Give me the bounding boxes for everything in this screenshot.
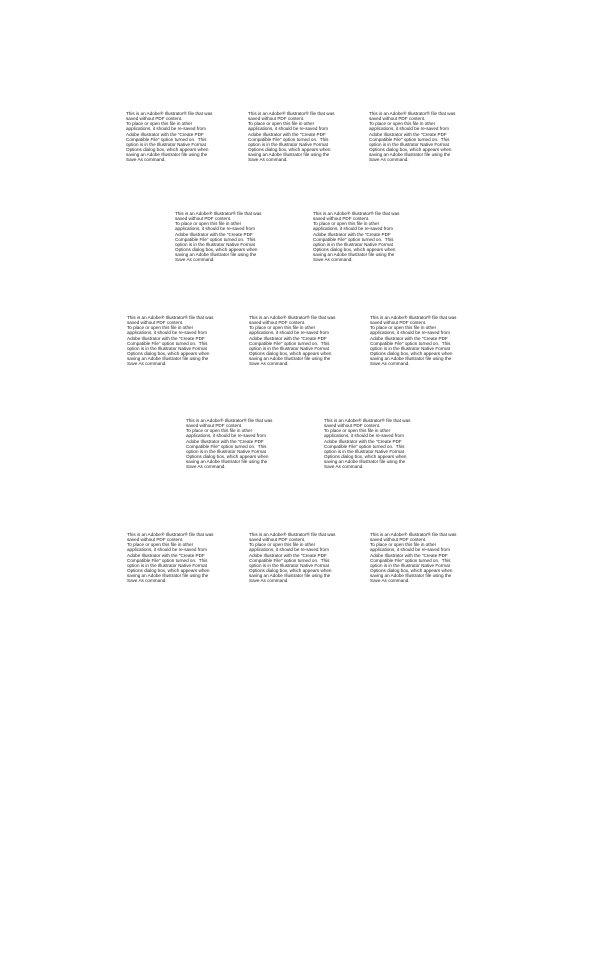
pdf-content-notice: This is an Adobe® Illustrator® file that was saved without PDF content. To place or open this file in other applications, it should be re-saved from Adobe Illustrator with the "Create PDF Compatible File" option turned on. This option is in the Illustrator Native Format Options dialog box, which appears when saving an Adobe Illustrator file using the Save As command. xyxy=(370,532,457,584)
pdf-content-notice: This is an Adobe® Illustrator® file that was saved without PDF content. To place or open this file in other applications, it should be re-saved from Adobe Illustrator with the "Create PDF Compatible File" option turned on. This option is in the Illustrator Native Format Options dialog box, which appears when saving an Adobe Illustrator file using the Save As command. xyxy=(248,111,335,163)
pdf-content-notice: This is an Adobe® Illustrator® file that was saved without PDF content. To place or open this file in other applications, it should be re-saved from Adobe Illustrator with the "Create PDF Compatible File" option turned on. This option is in the Illustrator Native Format Options dialog box, which appears when saving an Adobe Illustrator file using the Save As command. xyxy=(324,418,411,470)
pdf-content-notice: This is an Adobe® Illustrator® file that was saved without PDF content. To place or open this file in other applications, it should be re-saved from Adobe Illustrator with the "Create PDF Compatible File" option turned on. This option is in the Illustrator Native Format Options dialog box, which appears when saving an Adobe Illustrator file using the Save As command. xyxy=(313,211,400,263)
pdf-content-notice: This is an Adobe® Illustrator® file that was saved without PDF content. To place or open this file in other applications, it should be re-saved from Adobe Illustrator with the "Create PDF Compatible File" option turned on. This option is in the Illustrator Native Format Options dialog box, which appears when saving an Adobe Illustrator file using the Save As command. xyxy=(186,418,273,470)
pdf-content-notice: This is an Adobe® Illustrator® file that was saved without PDF content. To place or open this file in other applications, it should be re-saved from Adobe Illustrator with the "Create PDF Compatible File" option turned on. This option is in the Illustrator Native Format Options dialog box, which appears when saving an Adobe Illustrator file using the Save As command. xyxy=(127,315,214,367)
pdf-content-notice: This is an Adobe® Illustrator® file that was saved without PDF content. To place or open this file in other applications, it should be re-saved from Adobe Illustrator with the "Create PDF Compatible File" option turned on. This option is in the Illustrator Native Format Options dialog box, which appears when saving an Adobe Illustrator file using the Save As command. xyxy=(127,532,214,584)
pdf-content-notice: This is an Adobe® Illustrator® file that was saved without PDF content. To place or open this file in other applications, it should be re-saved from Adobe Illustrator with the "Create PDF Compatible File" option turned on. This option is in the Illustrator Native Format Options dialog box, which appears when saving an Adobe Illustrator file using the Save As command. xyxy=(370,315,457,367)
pdf-content-notice: This is an Adobe® Illustrator® file that was saved without PDF content. To place or open this file in other applications, it should be re-saved from Adobe Illustrator with the "Create PDF Compatible File" option turned on. This option is in the Illustrator Native Format Options dialog box, which appears when saving an Adobe Illustrator file using the Save As command. xyxy=(369,111,456,163)
pdf-content-notice: This is an Adobe® Illustrator® file that was saved without PDF content. To place or open this file in other applications, it should be re-saved from Adobe Illustrator with the "Create PDF Compatible File" option turned on. This option is in the Illustrator Native Format Options dialog box, which appears when saving an Adobe Illustrator file using the Save As command. xyxy=(249,315,336,367)
pdf-content-notice: This is an Adobe® Illustrator® file that was saved without PDF content. To place or open this file in other applications, it should be re-saved from Adobe Illustrator with the "Create PDF Compatible File" option turned on. This option is in the Illustrator Native Format Options dialog box, which appears when saving an Adobe Illustrator file using the Save As command. xyxy=(126,111,213,163)
pdf-content-notice: This is an Adobe® Illustrator® file that was saved without PDF content. To place or open this file in other applications, it should be re-saved from Adobe Illustrator with the "Create PDF Compatible File" option turned on. This option is in the Illustrator Native Format Options dialog box, which appears when saving an Adobe Illustrator file using the Save As command. xyxy=(175,211,262,263)
pdf-content-notice: This is an Adobe® Illustrator® file that was saved without PDF content. To place or open this file in other applications, it should be re-saved from Adobe Illustrator with the "Create PDF Compatible File" option turned on. This option is in the Illustrator Native Format Options dialog box, which appears when saving an Adobe Illustrator file using the Save As command. xyxy=(249,532,336,584)
